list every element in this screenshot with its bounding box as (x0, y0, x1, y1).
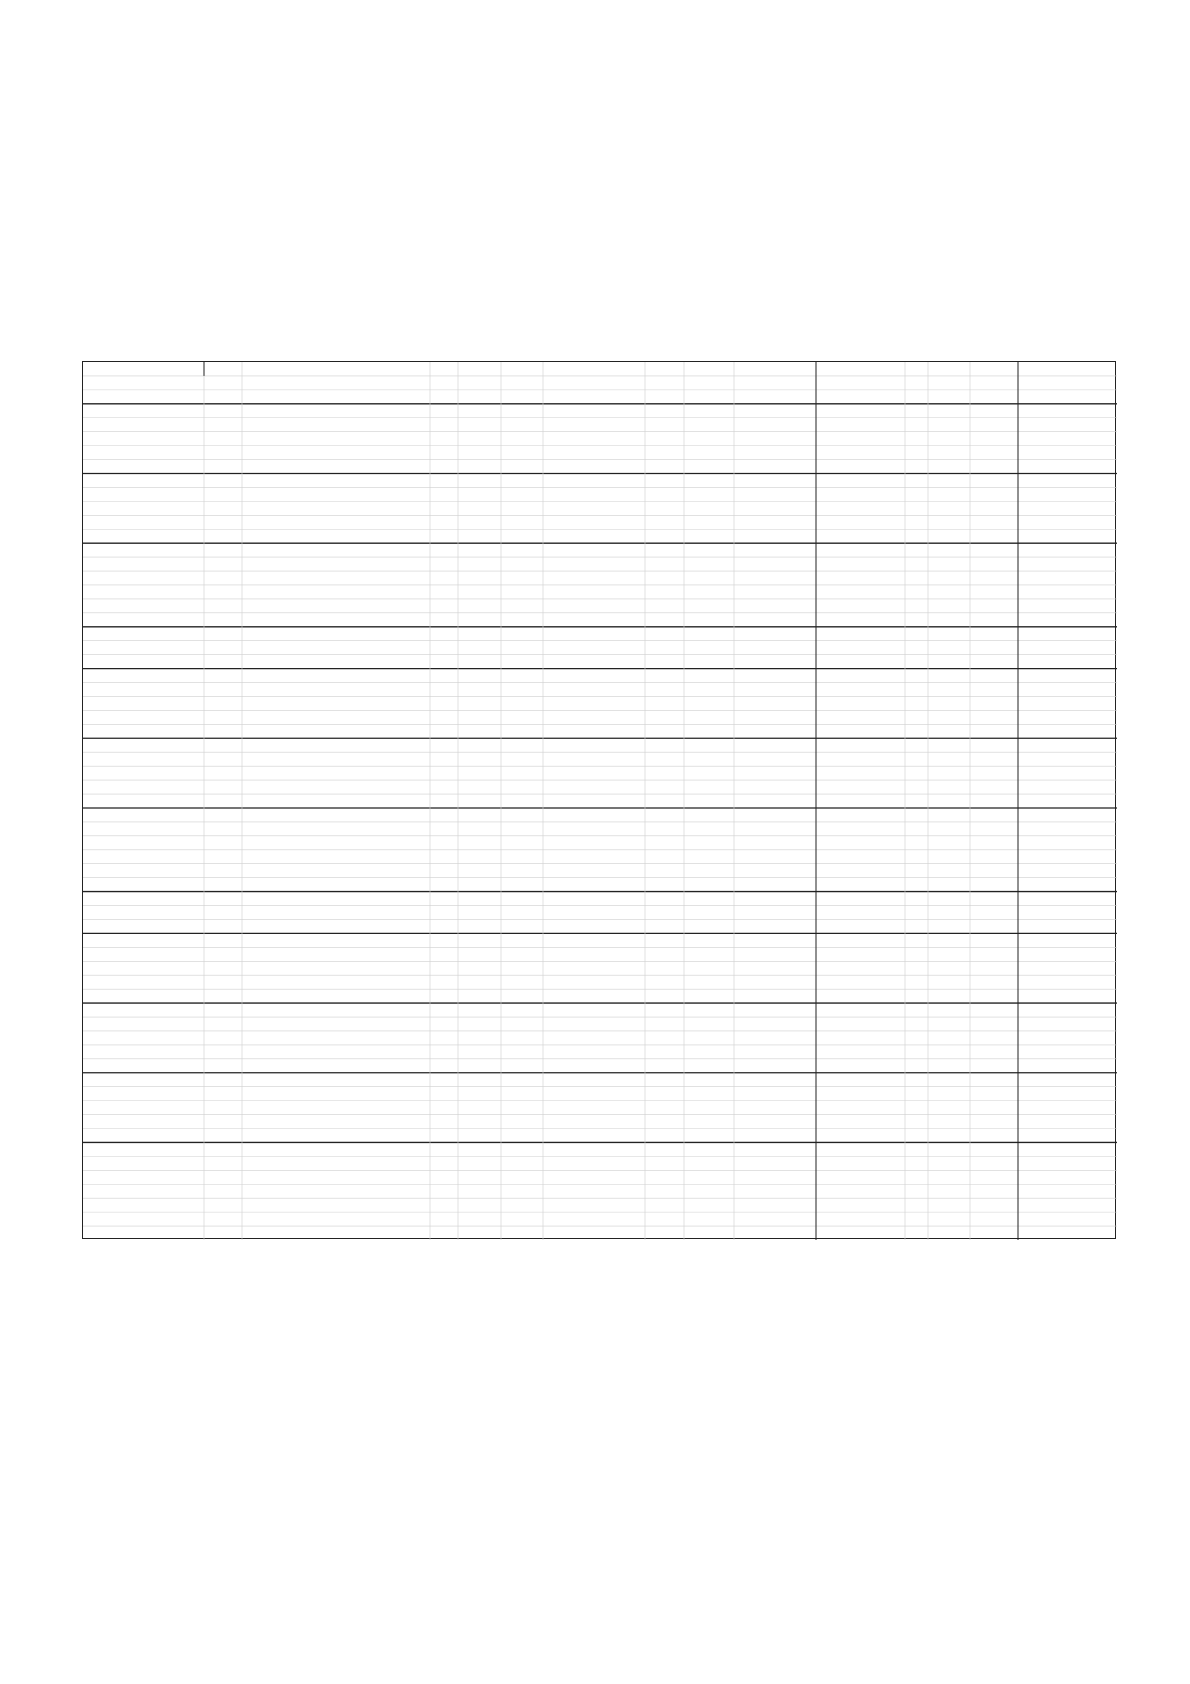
grid-lines (83, 362, 1117, 1240)
spreadsheet-page (82, 361, 1116, 1239)
